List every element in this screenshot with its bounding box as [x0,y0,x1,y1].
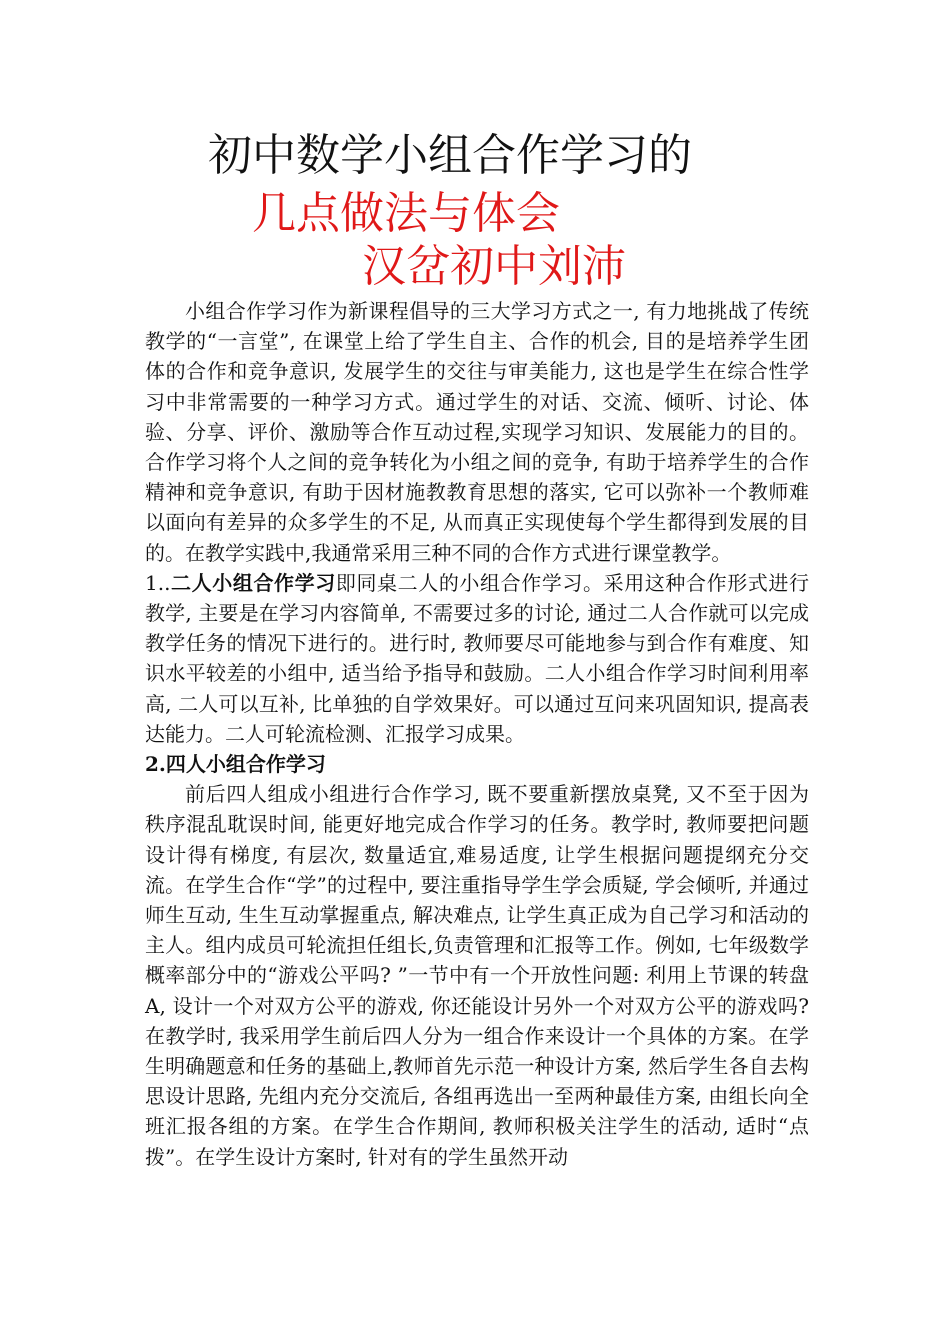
section-2-paragraph: 前后四人组成小组进行合作学习, 既不要重新摆放桌凳, 又不至于因为秩序混乱耽误时间, 能更好地完成合作学习的任务。教学时, 教师要把问题设计得有梯度, 有层次, 数量适宜,难易适度, 让学生根据问题提纲充分交流。在学生合作“学”的过程中, 要注重指导学生学会质疑, 学会倾听, 并通过师生互动, 生生互动掌握重点, 解决难点, 让学生真正成为自己学习和活动的主人。组内成员可轮流担任组长,负责管理和汇报等工作。例如, 七年级数学概率部分中的“游戏公平吗? ”一节中有一个开放性问题: 利用上节课的转盘A, 设计一个对双方公平的游戏, 你还能设计另外一个对双方公平的游戏吗?在教学时, 我采用学生前后四人分为一组合作来设计一个具体的方案。在学生明确题意和任务的基础上,教师首先示范一种设计方案, 然后学生各自去构思设计思路, 先组内充分交流后, 各组再选出一至两种最佳方案, 由组长向全班汇报各组的方案。在学生合作期间, 教师积极关注学生的活动, 适时“点拨”。在学生设计方案时, 针对有的学生虽然开动 [145,782,809,1169]
article-body [145,296,809,1172]
title-line-1: 初中数学小组合作学习的 [208,130,692,181]
section-1-body: 即同桌二人的小组合作学习。采用这种合作形式进行教学, 主要是在学习内容简单, 不需要过多的讨论, 通过二人合作就可以完成教学任务的情况下进行的。进行时, 教师要尽可能地参与到合作有难度、知识水平较差的小组中, 适当给予指导和鼓励。二人小组合作学习时间利用率高, 二人可以互补, 比单独的自学效果好。可以通过互问来巩固知识, 提高表达能力。二人可轮流检测、汇报学习成果。 [145,570,810,746]
section-1-heading: 二人小组合作学习 [170,570,336,595]
section-1-paragraph [145,568,809,749]
title-line-2: 几点做法与体会 [252,188,560,239]
intro-paragraph: 小组合作学习作为新课程倡导的三大学习方式之一, 有力地挑战了传统教学的“一言堂”, 在课堂上给了学生自主、合作的机会, 目的是培养学生团体的合作和竞争意识, 发展学生的交往与审美能力, 这也是学生在综合性学习中非常需要的一种学习方式。通过学生的对话、交流、倾听、讨论、体验、分享、评价、激励等合作互动过程,实现学习知识、发展能力的目的。合作学习将个人之间的竞争转化为小组之间的竞争, 有助于培养学生的合作精神和竞争意识, 有助于因材施教教育思想的落实, 它可以弥补一个教师难以面向有差异的众多学生的不足, 从而真正实现使每个学生都得到发展的目的。在教学实践中,我通常采用三种不同的合作方式进行课堂教学。 [145,299,809,565]
section-2-heading: 2.四人小组合作学习 [145,752,326,777]
section-1-number: 1.. [145,570,171,595]
author-line: 汉岔初中刘沛 [362,241,626,292]
